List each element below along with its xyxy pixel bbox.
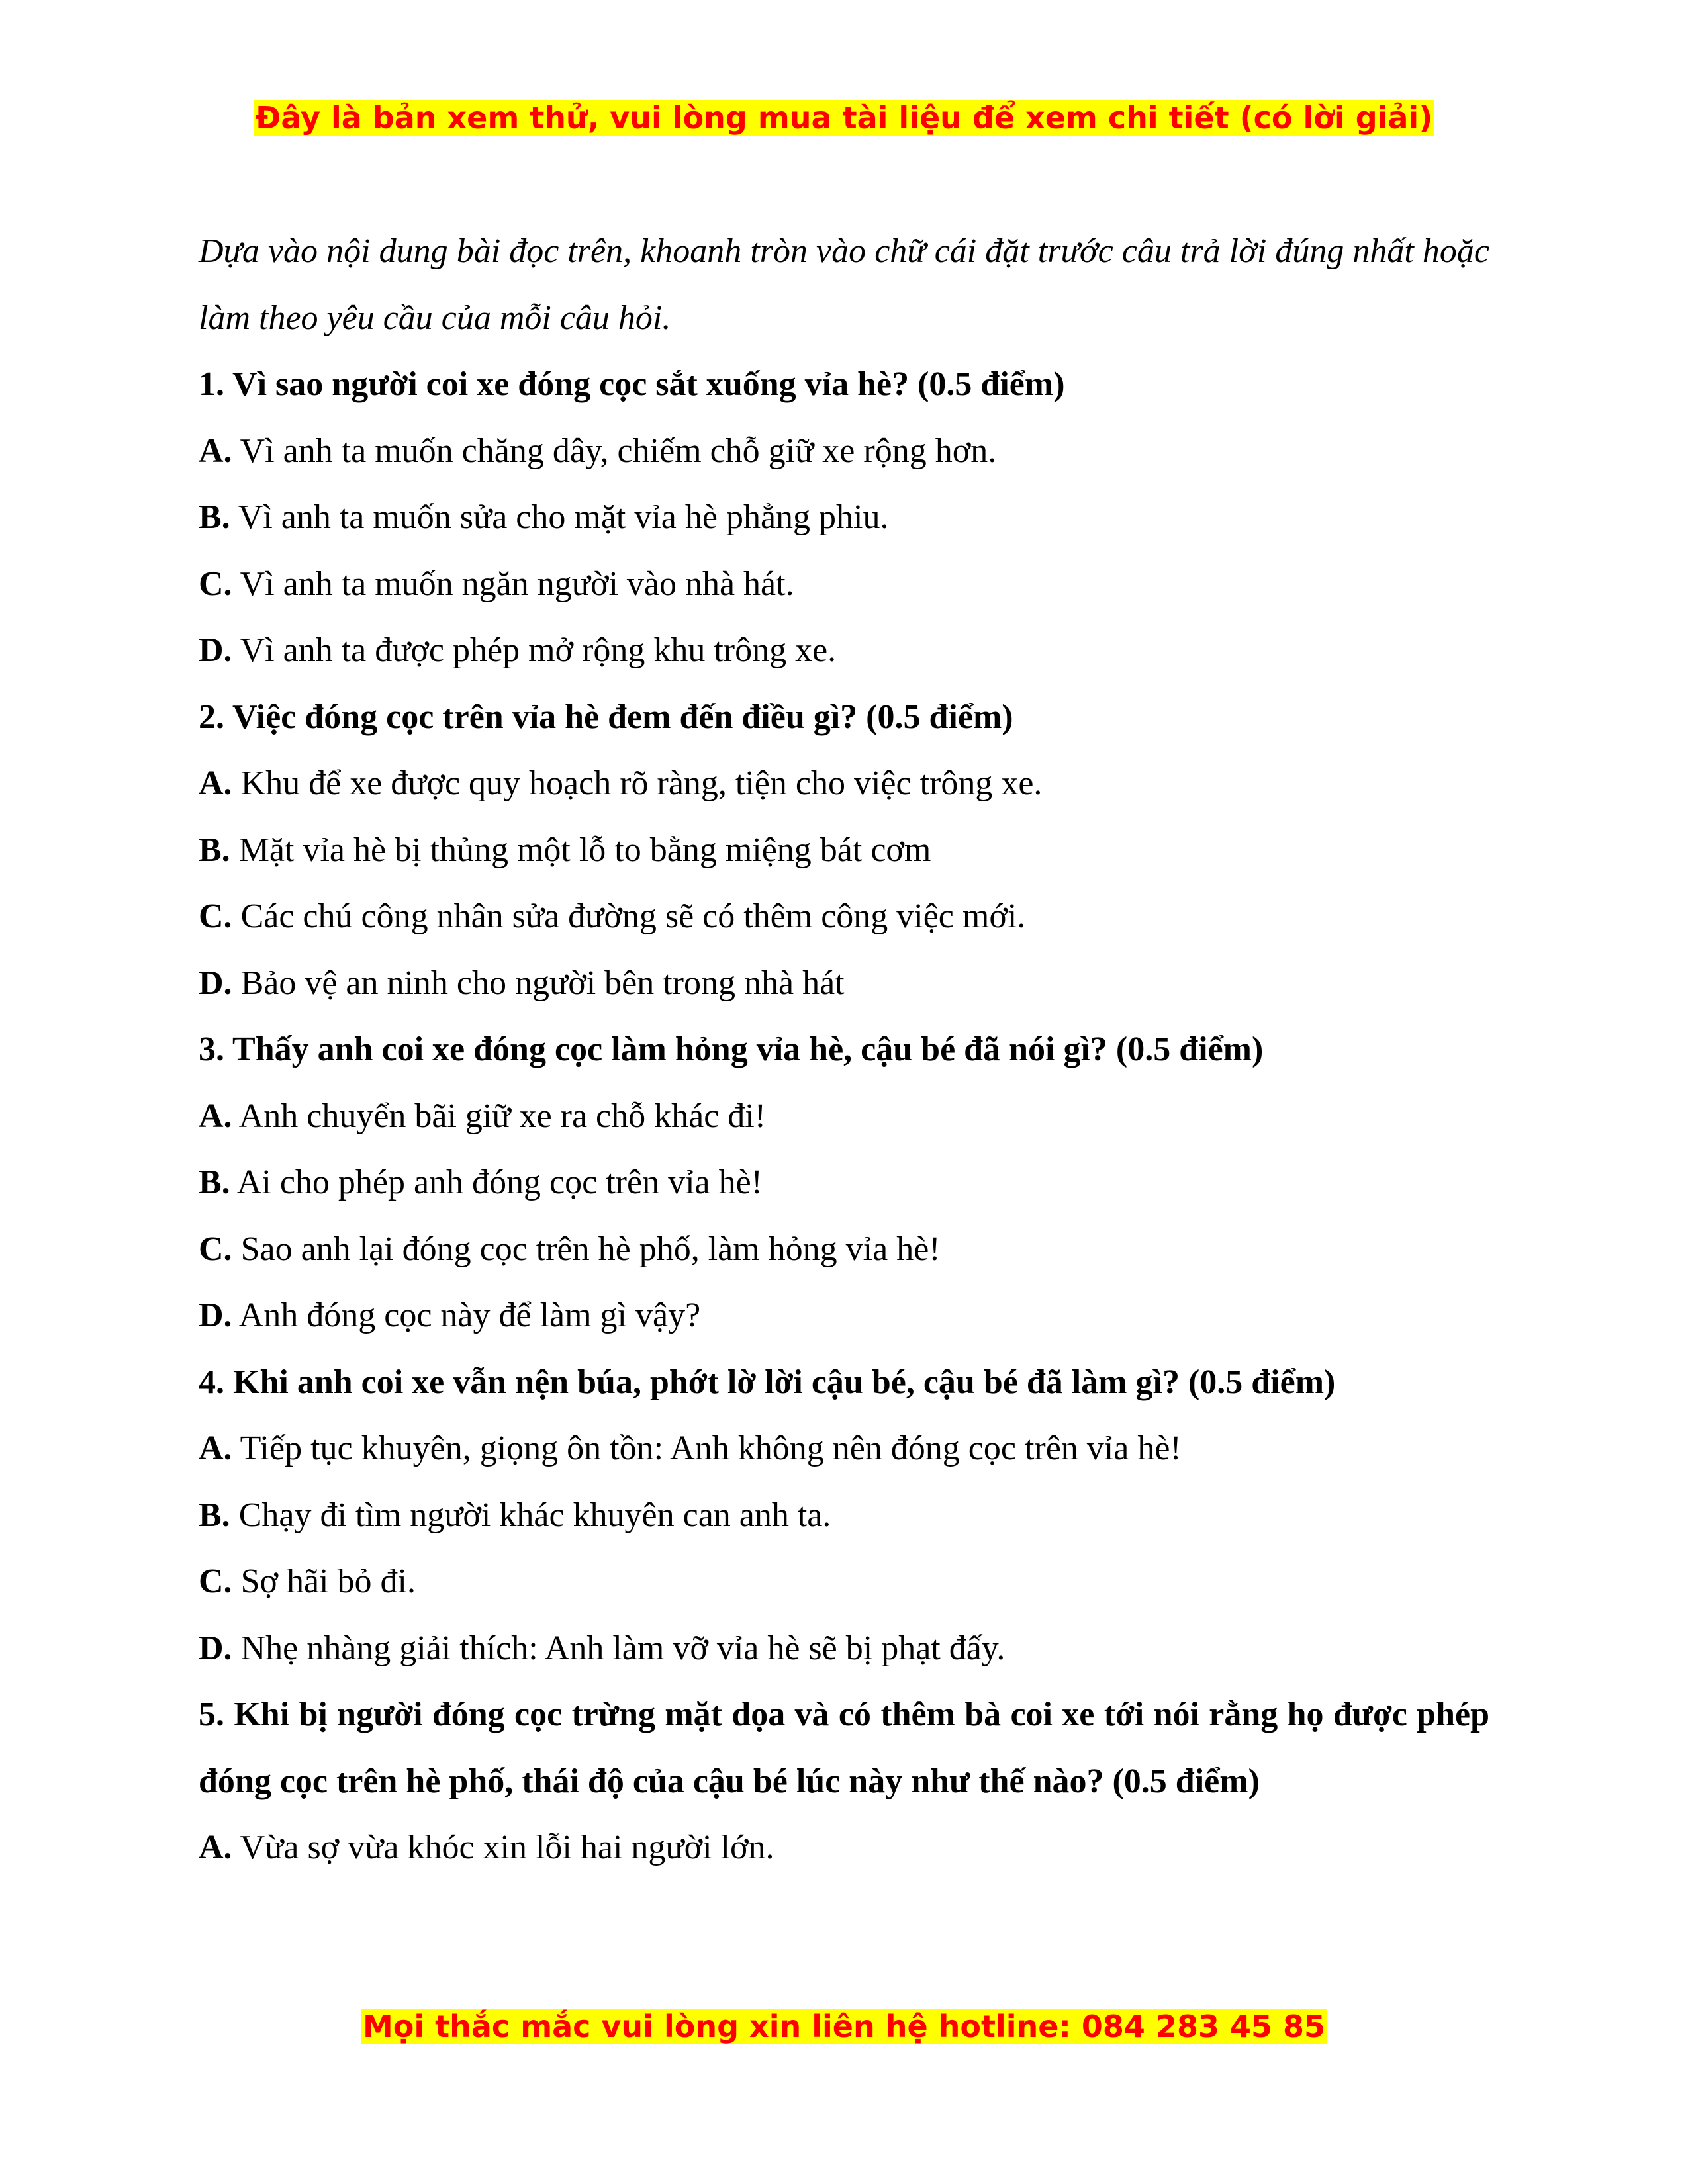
preview-notice-banner [0, 98, 1688, 138]
option-text: Mặt vỉa hè bị thủng một lỗ to bằng miệng bát cơm [230, 831, 931, 869]
question-1-option-d [199, 617, 1489, 684]
option-text: Vì anh ta được phép mở rộng khu trông xe. [232, 631, 837, 669]
option-text: Bảo vệ an ninh cho người bên trong nhà hát [232, 964, 845, 1002]
option-text: Các chú công nhân sửa đường sẽ có thêm công việc mới. [232, 897, 1026, 935]
option-letter: A. [199, 764, 232, 802]
question-1-option-c [199, 551, 1489, 618]
question-3: 3. Thấy anh coi xe đóng cọc làm hỏng vỉa hè, cậu bé đã nói gì? (0.5 điểm) [199, 1030, 1264, 1068]
question-1: 1. Vì sao người coi xe đóng cọc sắt xuống vỉa hè? (0.5 điểm) [199, 365, 1065, 403]
option-letter: C. [199, 565, 232, 603]
option-letter: A. [199, 1430, 232, 1467]
question-1-option-b [199, 484, 1489, 551]
option-letter: C. [199, 1230, 232, 1268]
question-2: 2. Việc đóng cọc trên vỉa hè đem đến điều gì? (0.5 điểm) [199, 698, 1013, 736]
question-3-option-d [199, 1283, 1489, 1349]
option-text: Vì anh ta muốn chăng dây, chiếm chỗ giữ xe rộng hơn. [232, 432, 997, 470]
option-letter: A. [199, 1829, 232, 1866]
hotline-notice-banner [0, 2007, 1688, 2046]
option-text: Chạy đi tìm người khác khuyên can anh ta. [230, 1496, 831, 1534]
option-letter: B. [199, 1163, 230, 1201]
preview-notice-text: Đây là bản xem thử, vui lòng mua tài liệu để xem chi tiết (có lời giải) [255, 100, 1433, 136]
option-letter: A. [199, 432, 232, 470]
question-2-option-d [199, 950, 1489, 1017]
option-text: Vì anh ta muốn sửa cho mặt vỉa hè phẳng phiu. [230, 498, 889, 536]
question-2-option-c [199, 884, 1489, 950]
option-letter: C. [199, 1563, 232, 1600]
option-text: Nhẹ nhàng giải thích: Anh làm vỡ vỉa hè sẽ bị phạt đấy. [232, 1629, 1006, 1667]
question-3-option-b [199, 1150, 1489, 1216]
option-letter: D. [199, 1629, 232, 1667]
question-2-option-b [199, 817, 1489, 884]
option-text: Ai cho phép anh đóng cọc trên vỉa hè! [230, 1163, 763, 1201]
option-text: Tiếp tục khuyên, giọng ôn tồn: Anh không nên đóng cọc trên vỉa hè! [232, 1430, 1182, 1467]
option-letter: D. [199, 631, 232, 669]
option-text: Vừa sợ vừa khóc xin lỗi hai người lớn. [232, 1829, 774, 1866]
option-letter: C. [199, 897, 232, 935]
question-3-option-c [199, 1216, 1489, 1283]
option-letter: B. [199, 1496, 230, 1534]
option-letter: B. [199, 498, 230, 536]
question-4-option-b [199, 1482, 1489, 1549]
hotline-notice-text: Mọi thắc mắc vui lòng xin liên hệ hotline: 084 283 45 85 [362, 2009, 1326, 2044]
question-4-option-a [199, 1416, 1489, 1482]
option-text: Khu để xe được quy hoạch rõ ràng, tiện cho việc trông xe. [232, 764, 1043, 802]
question-4-option-d [199, 1615, 1489, 1682]
question-4: 4. Khi anh coi xe vẫn nện búa, phớt lờ lời cậu bé, cậu bé đã làm gì? (0.5 điểm) [199, 1363, 1336, 1401]
option-text: Anh đóng cọc này để làm gì vậy? [232, 1297, 701, 1334]
question-3-option-a [199, 1083, 1489, 1150]
option-letter: D. [199, 1297, 232, 1334]
option-text: Anh chuyển bãi giữ xe ra chỗ khác đi! [232, 1097, 767, 1135]
instructions: Dựa vào nội dung bài đọc trên, khoanh tròn vào chữ cái đặt trước câu trả lời đúng nhất hoặc làm theo yêu cầu của mỗi câu hỏi. [199, 232, 1489, 337]
question-5-option-a [199, 1815, 1489, 1882]
option-letter: A. [199, 1097, 232, 1135]
option-letter: D. [199, 964, 232, 1002]
option-text: Sợ hãi bỏ đi. [232, 1563, 416, 1600]
option-text: Sao anh lại đóng cọc trên hè phố, làm hỏng vỉa hè! [232, 1230, 941, 1268]
option-letter: B. [199, 831, 230, 869]
question-5: 5. Khi bị người đóng cọc trừng mặt dọa và có thêm bà coi xe tới nói rằng họ được phép đóng cọc trên hè phố, thái độ của cậu bé lúc này như thế nào? (0.5 điểm) [199, 1696, 1489, 1800]
question-4-option-c [199, 1549, 1489, 1615]
quiz-content [199, 218, 1489, 1882]
option-text: Vì anh ta muốn ngăn người vào nhà hát. [232, 565, 794, 603]
question-2-option-a [199, 751, 1489, 817]
question-1-option-a [199, 418, 1489, 485]
